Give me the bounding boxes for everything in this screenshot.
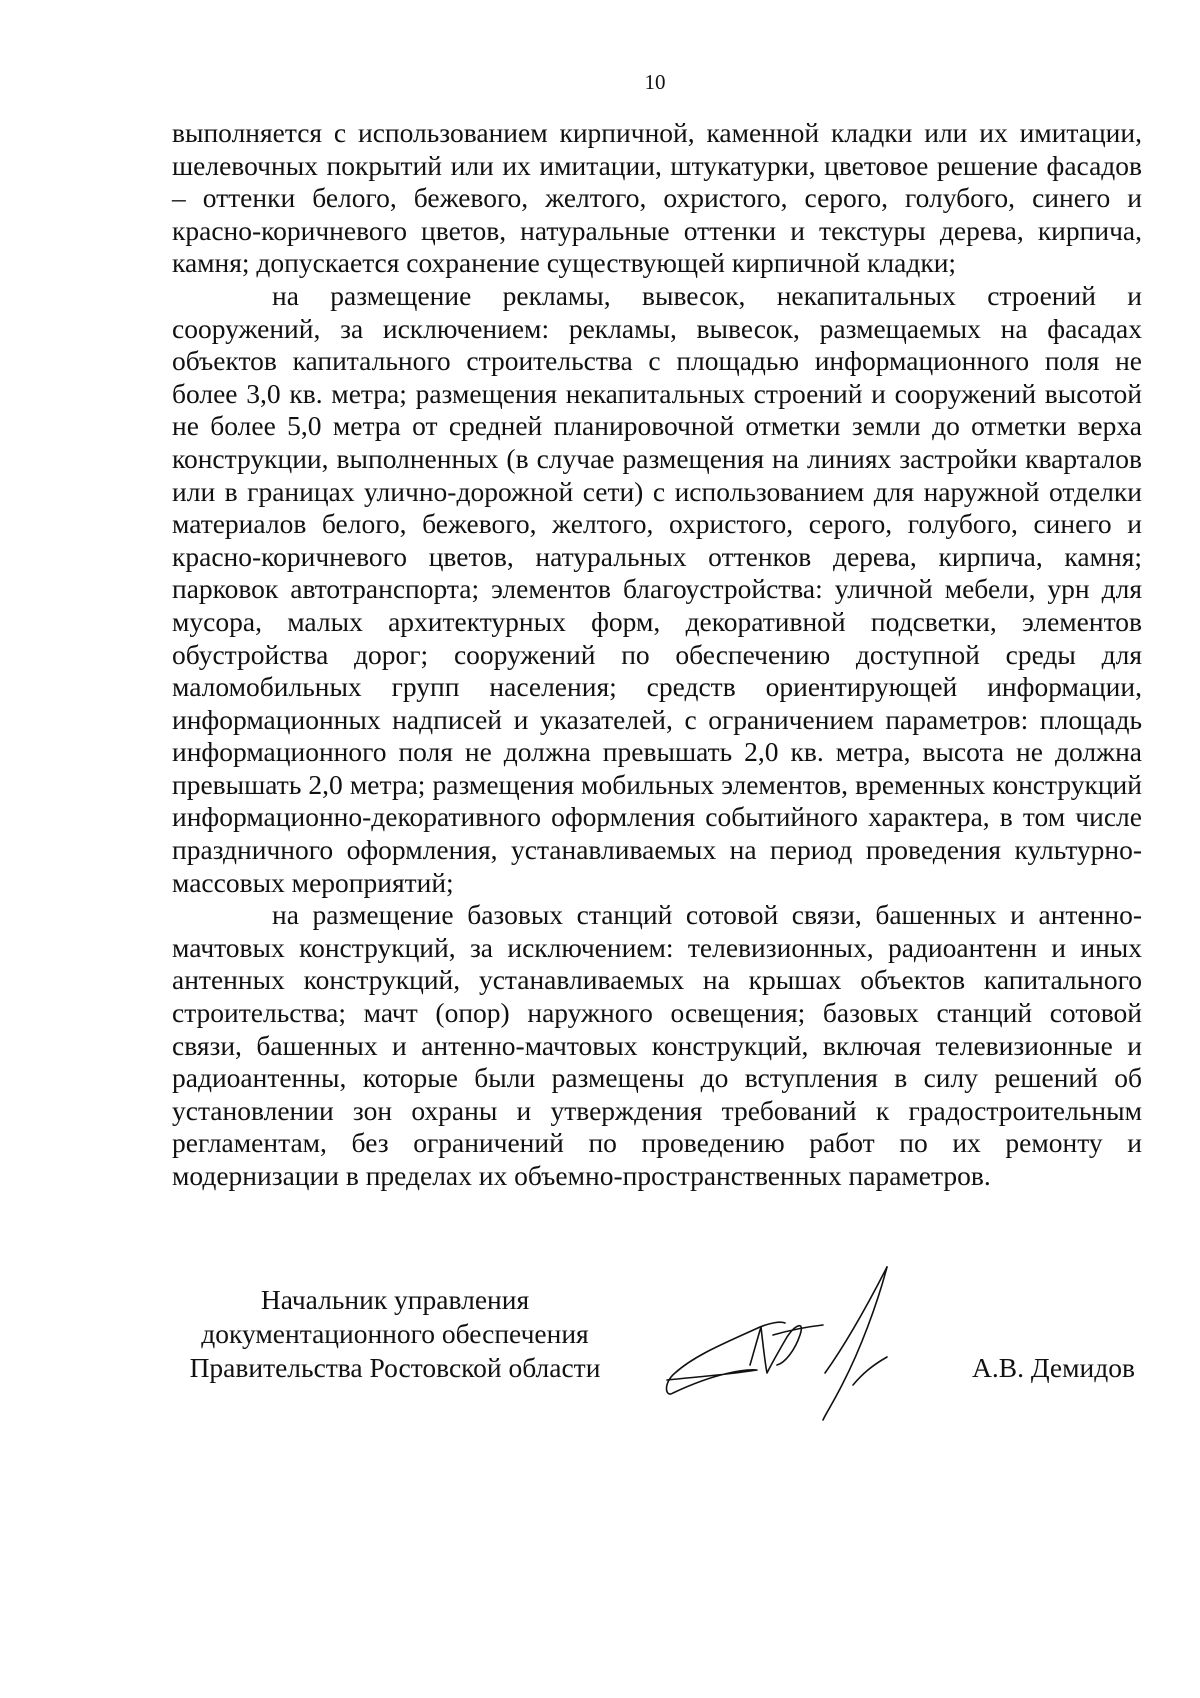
signatory-title bbox=[160, 1283, 630, 1385]
page-number: 10 bbox=[644, 70, 666, 94]
document-body bbox=[172, 117, 1142, 1193]
paragraph-continuation: выполняется с использованием кирпичной, каменной кладки или их имитации, шелевочных покрытий или их имитации, штукатурки, цветовое решение фасадов – оттенки белого, бежевого, желтого, охристого, серого, голубого, синего и красно-коричневого цветов, натуральные оттенки и текстуры дерева, кирпича, камня; допускается сохранение существующей кирпичной кладки; bbox=[172, 117, 1142, 279]
signatory-title-line: Правительства Ростовской области bbox=[189, 1352, 601, 1383]
paragraph-base-stations: на размещение базовых станций сотовой связи, башенных и антенно-мачтовых конструкций, за исключением: телевизионных, радиоантенн и иных антенных конструкций, устанавливаемых на крышах объектов капитального строительства; мачт (опор) наружного освещения; базовых станций сотовой связи, башенных и антенно-мачтовых конструкций, включая телевизионные и радиоантенны, которые были размещены до вступления в силу решений об установлении зон охраны и утверждения требований к градостроительным регламентам, без ограничений по проведению работ по их ремонту и модернизации в пределах их объемно-пространственных параметров. bbox=[172, 899, 1142, 1191]
signatory-title-line: Начальник управления bbox=[260, 1284, 530, 1315]
signatory-name: А.В. Демидов bbox=[972, 1352, 1135, 1383]
signatory-title-line: документационного обеспечения bbox=[201, 1318, 589, 1349]
paragraph-advertising: на размещение рекламы, вывесок, некапитальных строений и сооружений, за исключением: рекламы, вывесок, размещаемых на фасадах объектов капитального строительства с площадью информационного поля не более 3,0 кв. метра; размещения некапитальных строений и сооружений высотой не более 5,0 метра от средней планировочной отметки земли до отметки верха конструкции, выполненных (в случае размещения на линиях застройки кварталов или в границах улично-дорожной сети) с использованием для наружной отделки материалов белого, бежевого, желтого, охристого, серого, голубого, синего и красно-коричневого цветов, натуральных оттенков дерева, кирпича, камня; парковок автотранспорта; элементов благоустройства: уличной мебели, урн для мусора, малых архитектурных форм, декоративной подсветки, элементов обустройства дорог; сооружений по обеспечению доступной среды для маломобильных групп населения; средств ориентирующей информации, информационных надписей и указателей, с ограничением параметров: площадь информационного поля не должна превышать 2,0 кв. метра, высота не должна превышать 2,0 метра; размещения мобильных элементов, временных конструкций информационно-декоративного оформления событийного характера, в том числе праздничного оформления, устанавливаемых на период проведения культурно-массовых мероприятий; bbox=[172, 279, 1142, 898]
handwritten-signature bbox=[655, 1265, 945, 1425]
